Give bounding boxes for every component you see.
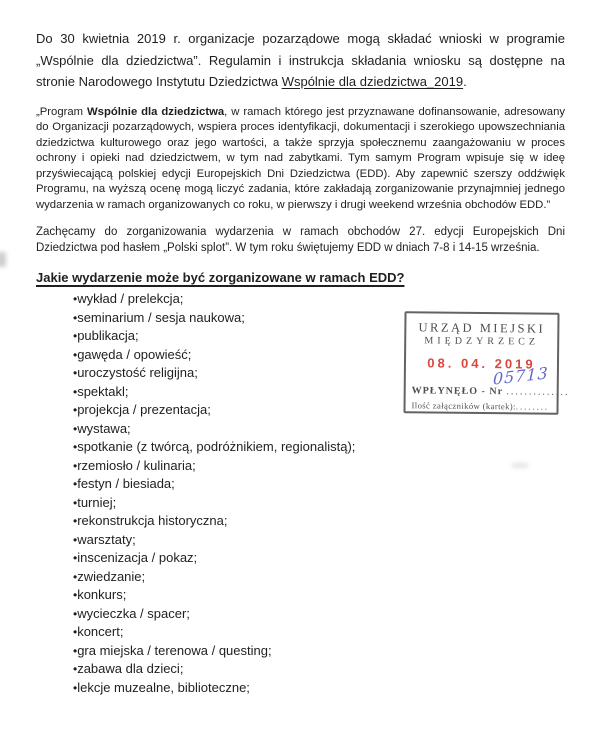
stamp-received-line [412, 385, 570, 398]
stamp-received-label: WPŁYNĘŁO - Nr [411, 385, 503, 398]
stamp-received-dotted-line: .............. [506, 386, 570, 398]
list-item: • gawęda / opowieść; [73, 346, 565, 365]
program-description-text: , w ramach którego jest przyznawane dofinansowanie, adresowany do Organizacji pozarządowych, wspiera proces identyfikacji, dokumentacji i szerokiego upowszechniania dziedzictwa kulturowego oraz jego wartości, a także sprzyja społecznemu zaangażowaniu w proces ochrony i opieki nad dziedzictwem, w tym nad zabytkami. Tym samym Program wpisuje się w ideę przyświecającą polskiej edycji Europejskich Dni Dziedzictwa (EDD). Aby zapewnić szerszy oddźwięk Programu, na wyższą ocenę mogą liczyć zadania, które zakładają zorganizowanie przynajmniej jednego wydarzenia w ramach organizowanych co roku, w pierwszy i drugi weekend września obchodów EDD.” [36, 105, 565, 211]
paragraph-intro-period: . [463, 74, 467, 89]
list-item: • projekcja / prezentacja; [73, 401, 565, 420]
list-item: • wycieczka / spacer; [73, 605, 565, 624]
list-item: • koncert; [73, 623, 565, 642]
list-item: • konkurs; [73, 586, 565, 605]
list-item: • warsztaty; [73, 531, 565, 550]
list-item: • spektakl; [73, 383, 565, 402]
stamp-attachments-label: Ilość załączników (kartek): [411, 400, 516, 412]
list-item: • rzemiosło / kulinaria; [73, 457, 565, 476]
program-quote-open: „Program [36, 105, 88, 118]
paragraph-encouragement: Zachęcamy do zorganizowania wydarzenia w ramach obchodów 27. edycji Europejskich Dni Dziedzictwa pod hasłem „Polski splot”. W tym roku świętujemy EDD w dniach 7-8 i 14-15 września. [36, 226, 565, 254]
list-item: • publikacja; [73, 327, 565, 346]
scan-artifact [0, 252, 6, 267]
official-stamp [403, 311, 570, 415]
paragraph-intro-text: Do 30 kwietnia 2019 r. organizacje pozarządowe mogą składać wnioski w programie „Wspólnie dla dziedzictwa”. Regulamin i instrukcja składania wniosku są dostępne na stronie Narodowego Instytutu Dziedzictwa [36, 31, 565, 89]
stamp-attachments-line [412, 400, 550, 411]
list-item: • turniej; [73, 494, 565, 513]
stamp-office-name: URZĄD MIEJSKI [418, 320, 546, 336]
list-item: • zabawa dla dzieci; [73, 660, 565, 679]
list-item: • festyn / biesiada; [73, 475, 565, 494]
list-item: • seminarium / sesja naukowa; [73, 309, 565, 328]
list-item: • gra miejska / terenowa / questing; [73, 642, 565, 661]
stamp-attachments-dotted-line: ........ [515, 401, 550, 412]
list-item: • lekcje muzealne, biblioteczne; [73, 679, 565, 698]
list-item: • zwiedzanie; [73, 568, 565, 587]
paragraph-program-description [36, 105, 565, 214]
list-item: • wystawa; [73, 420, 565, 439]
stamp-date: 08. 04. 2019 [427, 355, 536, 372]
list-item: • inscenizacja / pokaz; [73, 549, 565, 568]
list-item: • uroczystość religijna; [73, 364, 565, 383]
list-item: • spotkanie (z twórcą, podróżnikiem, regionalistą); [73, 438, 565, 457]
stamp-city-name: MIĘDZYRZECZ [424, 335, 540, 348]
paragraph-intro [36, 28, 565, 93]
list-item: • wykład / prelekcja; [73, 290, 565, 309]
list-item: • rekonstrukcja historyczna; [73, 512, 565, 531]
section-heading: Jakie wydarzenie może być zorganizowane w ramach EDD? [36, 270, 405, 285]
program-name-bold: Wspólnie dla dziedzictwa [87, 105, 225, 118]
stamp-handwritten-number: 05713 [492, 363, 549, 389]
link-wspolnie-dla-dziedzictwa-2019[interactable]: Wspólnie dla dziedzictwa_2019 [281, 74, 464, 89]
